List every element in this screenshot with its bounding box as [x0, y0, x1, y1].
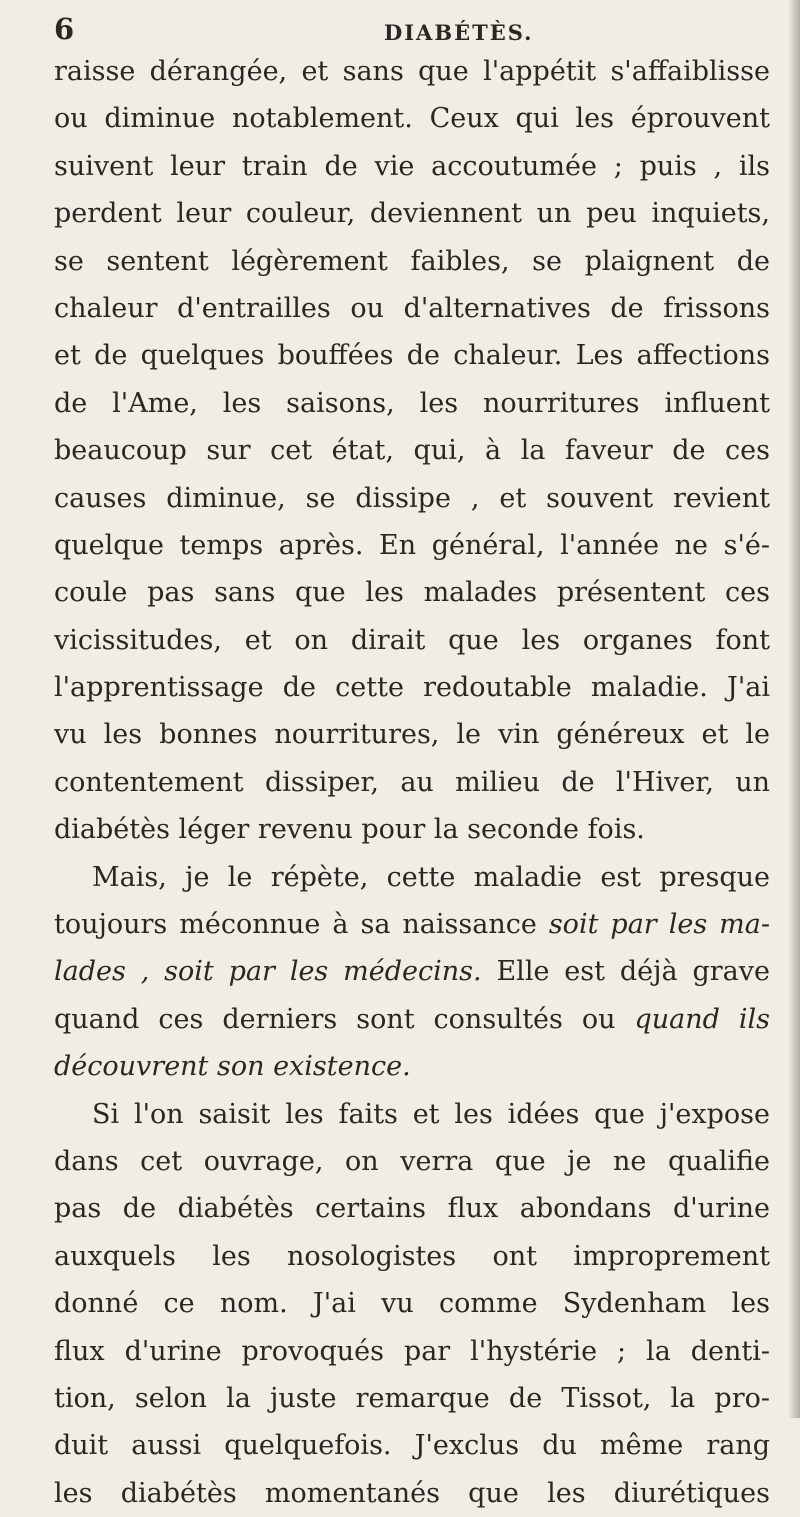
- text-line: causes diminue, se dissipe , et souvent revient: [54, 482, 770, 514]
- text-line: quelque temps après. En général, l'année ne s'é-: [54, 529, 770, 561]
- page-edge-shadow: [788, 0, 800, 1418]
- text-line: vicissitudes, et on dirait que les organes font: [54, 624, 770, 656]
- text-line: vu les bonnes nourritures, le vin généreux et le: [54, 719, 770, 751]
- text-line: ou diminue notablement. Ceux qui les éprouvent: [54, 103, 770, 135]
- page-number: 6: [54, 12, 75, 46]
- text-line: se sentent légèrement faibles, se plaignent de: [54, 245, 770, 277]
- text-line: chaleur d'entrailles ou d'alternatives de frissons: [54, 292, 770, 324]
- running-title: DIABÉTÈS.: [384, 20, 534, 45]
- text-line: beaucoup sur cet état, qui, à la faveur de ces: [54, 435, 770, 467]
- body-text: [54, 48, 770, 1517]
- text-line: contentement dissiper, au milieu de l'Hiver, un: [54, 766, 770, 798]
- text-line: suivent leur train de vie accoutumée ; puis , ils: [54, 150, 770, 182]
- text-line: l'apprentissage de cette redoutable maladie. J'ai: [54, 672, 770, 704]
- text-line: raisse dérangée, et sans que l'appétit s'affaiblisse: [54, 56, 770, 87]
- text-line: pas de diabétès certains flux abondans d'urine: [54, 1193, 770, 1225]
- text-line: découvrent son existence.: [54, 1051, 411, 1083]
- text-line: donné ce nom. J'ai vu comme Sydenham les: [54, 1288, 770, 1320]
- text-line: lades , soit par les médecins. Elle est déjà grave: [54, 956, 770, 988]
- text-line: et de quelques bouffées de chaleur. Les affections: [54, 340, 770, 372]
- text-line: dans cet ouvrage, on verra que je ne qualifie: [54, 1145, 770, 1177]
- text-line: flux d'urine provoqués par l'hystérie ; la denti-: [54, 1335, 770, 1367]
- text-line: auxquels les nosologistes ont improprement: [54, 1240, 770, 1272]
- page-header: [54, 12, 754, 48]
- text-line: quand ces derniers sont consultés ou quand ils: [54, 1003, 770, 1035]
- text-line: coule pas sans que les malades présentent ces: [54, 577, 770, 609]
- text-line: toujours méconnue à sa naissance soit par les ma-: [54, 909, 770, 941]
- text-line: les diabétès momentanés que les diurétiques: [54, 1477, 770, 1509]
- text-line: perdent leur couleur, deviennent un peu inquiets,: [54, 198, 770, 230]
- text-line: tion, selon la juste remarque de Tissot, la pro-: [54, 1382, 770, 1414]
- text-line: de l'Ame, les saisons, les nourritures influent: [54, 387, 770, 419]
- text-line: diabétès léger revenu pour la seconde fois.: [54, 814, 645, 846]
- text-line: Si l'on saisit les faits et les idées que j'expose: [92, 1098, 770, 1130]
- text-line: duit aussi quelquefois. J'exclus du même rang: [54, 1430, 770, 1462]
- text-line: Mais, je le répète, cette maladie est presque: [92, 861, 770, 893]
